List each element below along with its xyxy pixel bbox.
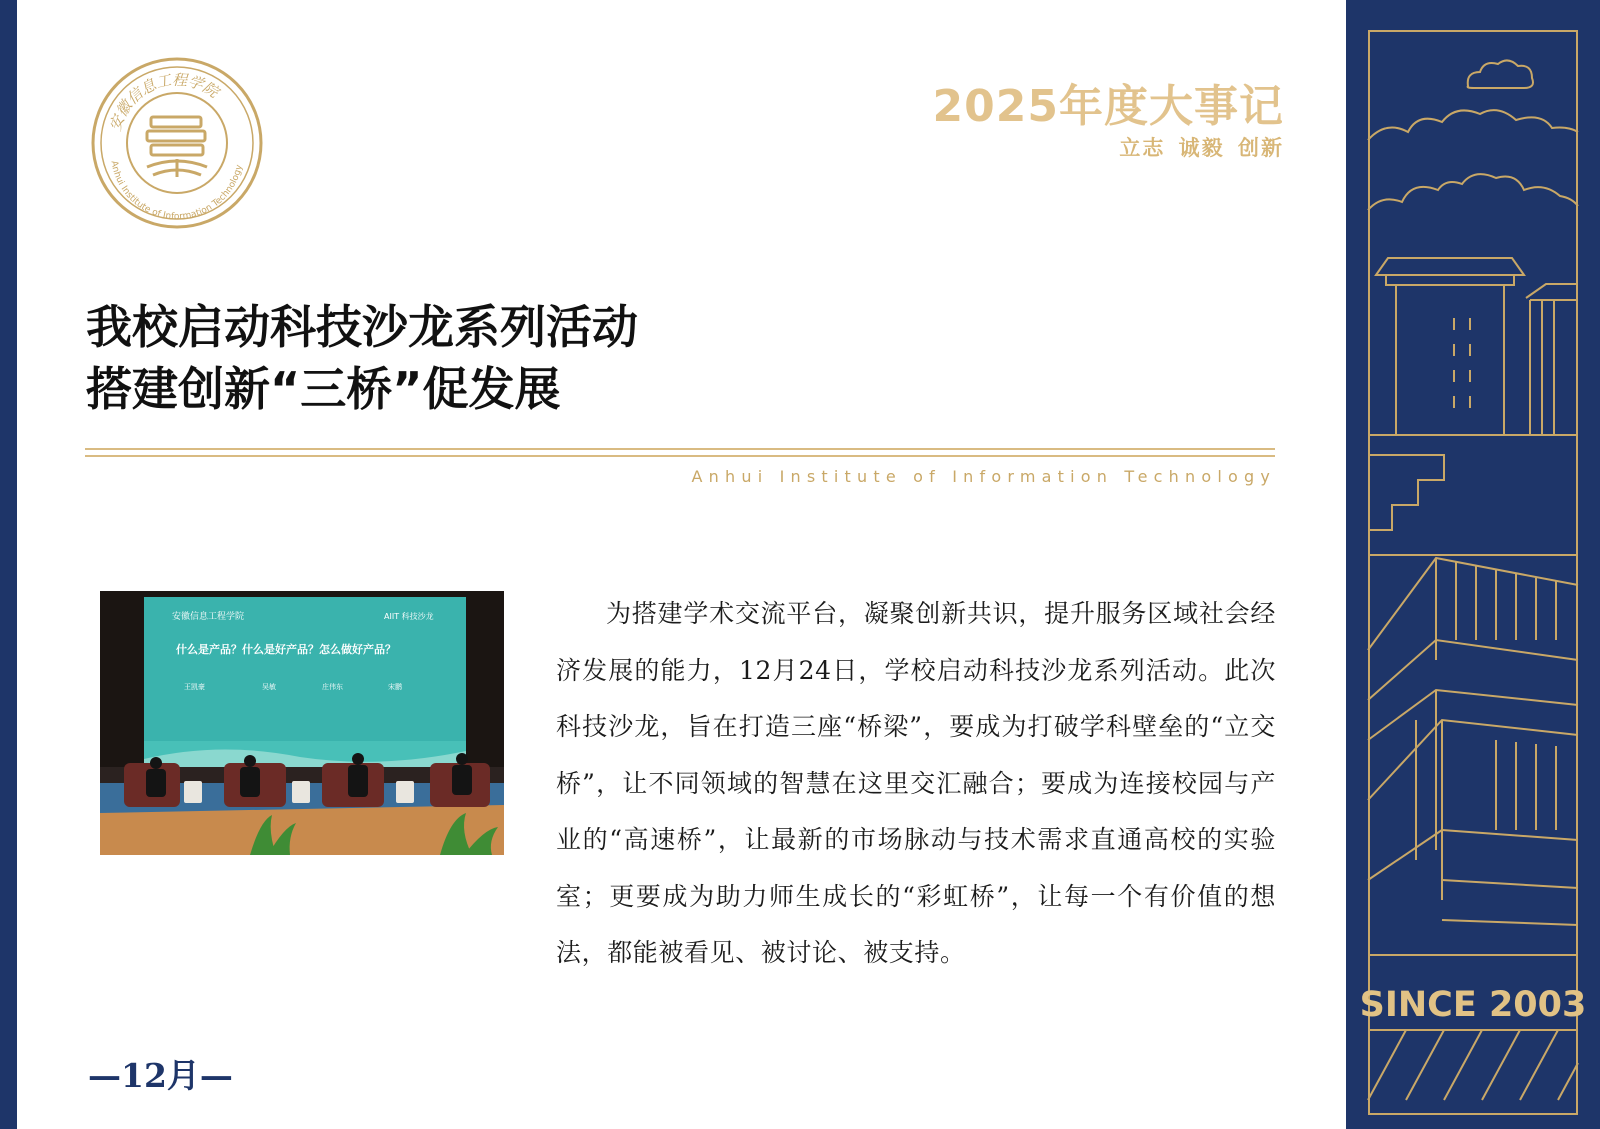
svg-text:王凯豪: 王凯豪	[184, 683, 205, 691]
month-marker: —12月—	[88, 1056, 233, 1095]
svg-text:安徽信息工程学院: 安徽信息工程学院	[172, 612, 245, 622]
salon-stage-photo	[100, 591, 504, 855]
svg-text:AIIT 科技沙龙: AIIT 科技沙龙	[384, 612, 434, 621]
article-body: 为搭建学术交流平台，凝聚创新共识，提升服务区域社会经济发展的能力，12月24日，学校启动科技沙龙系列活动。此次科技沙龙，旨在打造三座“桥梁”，要成为打破学科壁垒的“立交桥”，让不同领域的智慧在这里交汇融合；要成为连接校园与产业的“高速桥”，让最新的市场脉动与技术需求直通高校的实验室；更要成为助力师生成长的“彩虹桥”，让每一个有价值的想法，都能被看见、被讨论、被支持。	[556, 599, 1276, 967]
gold-divider-bottom	[85, 455, 1275, 457]
college-seal-logo	[89, 55, 265, 231]
annual-events-title: 2025年度大事记	[932, 81, 1284, 132]
svg-text:庄伟东: 庄伟东	[322, 683, 343, 691]
svg-text:宋鹏: 宋鹏	[388, 683, 402, 691]
school-motto: 立志 诚毅 创新	[1119, 136, 1284, 160]
svg-text:Anhui Institute of Information: Anhui Institute of Information Technology	[108, 160, 245, 223]
side-decoration-panel	[1346, 0, 1600, 1129]
headline-line-1: 我校启动科技沙龙系列活动	[86, 300, 638, 354]
article-headline	[86, 296, 638, 420]
svg-text:什么是产品？什么是好产品？怎么做好产品？: 什么是产品？什么是好产品？怎么做好产品？	[176, 643, 396, 656]
institution-english-name: Anhui Institute of Information Technology	[691, 467, 1276, 486]
gold-divider-top	[85, 448, 1275, 450]
svg-text:安徽信息工程学院: 安徽信息工程学院	[106, 70, 222, 134]
headline-line-2: 搭建创新“三桥”促发展	[86, 362, 561, 416]
event-photo	[100, 591, 504, 855]
svg-text:吴敏: 吴敏	[262, 683, 276, 691]
left-border-band	[0, 0, 17, 1129]
building-line-art	[1346, 0, 1600, 1129]
since-year-label: SINCE 2003	[1359, 985, 1587, 1025]
